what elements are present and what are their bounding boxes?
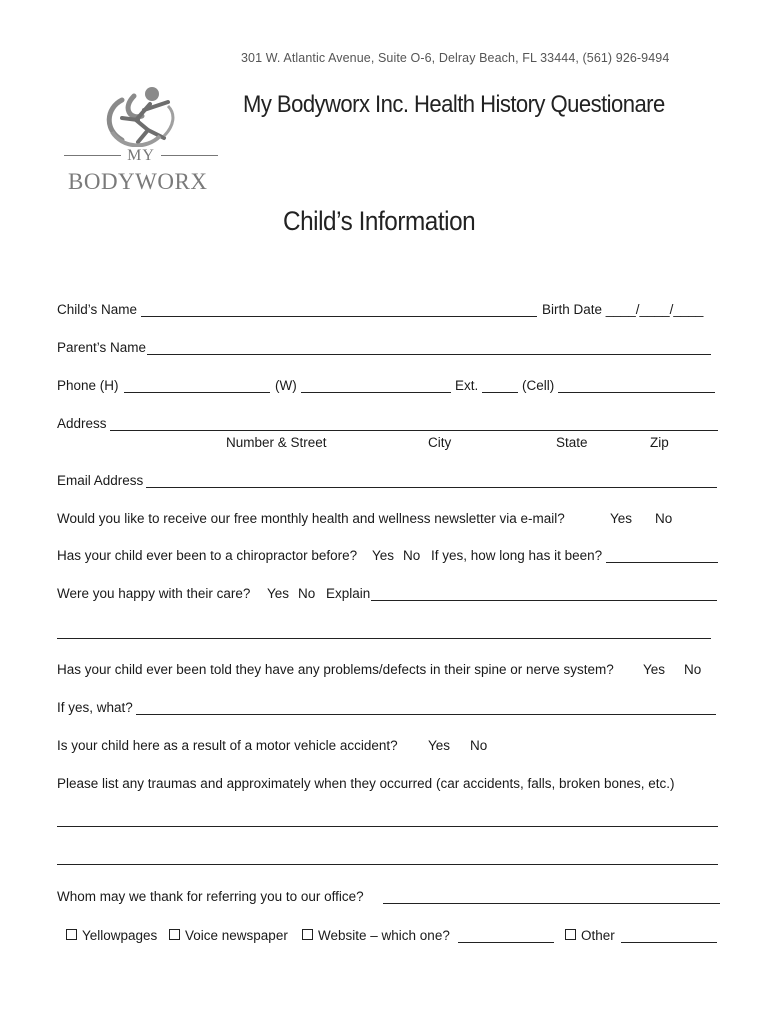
phone-home-field[interactable] bbox=[124, 392, 270, 393]
zip-caption: Zip bbox=[650, 435, 669, 450]
motor-vehicle-no-option[interactable]: No bbox=[470, 738, 488, 753]
phone-cell-field[interactable] bbox=[558, 392, 715, 393]
spine-no-option[interactable]: No bbox=[684, 662, 702, 677]
email-field[interactable] bbox=[146, 487, 717, 488]
voice-newspaper-label: Voice newspaper bbox=[185, 928, 288, 943]
checkbox-icon[interactable] bbox=[66, 929, 77, 940]
ext-field[interactable] bbox=[482, 392, 518, 393]
childs-name-label: Child’s Name bbox=[57, 302, 138, 317]
city-caption: City bbox=[428, 435, 452, 450]
voice-newspaper-option[interactable] bbox=[169, 928, 288, 943]
traumas-question: Please list any traumas and approximately when they occurred (car accidents, falls, broken bones, etc.) bbox=[57, 776, 675, 791]
email-label: Email Address bbox=[57, 473, 144, 488]
referral-field[interactable] bbox=[383, 903, 720, 904]
parents-name-label: Parent’s Name bbox=[57, 340, 147, 355]
form-title: My Bodyworx Inc. Health History Questionare bbox=[243, 91, 665, 118]
address-label: Address bbox=[57, 416, 107, 431]
traumas-field-line-1[interactable] bbox=[57, 826, 718, 827]
section-title: Child’s Information bbox=[283, 206, 476, 236]
if-yes-what-field[interactable] bbox=[136, 714, 716, 715]
newsletter-question: Would you like to receive our free monthly health and wellness newsletter via e-mail? bbox=[57, 511, 565, 526]
motor-vehicle-yes-option[interactable]: Yes bbox=[428, 738, 451, 753]
phone-cell-label: (Cell) bbox=[522, 378, 555, 393]
if-yes-what-label: If yes, what? bbox=[57, 700, 133, 715]
address-field[interactable] bbox=[110, 430, 718, 431]
happy-care-yes-option[interactable]: Yes bbox=[267, 586, 290, 601]
newsletter-no-option[interactable]: No bbox=[655, 511, 673, 526]
other-field[interactable] bbox=[621, 942, 717, 943]
website-label: Website – which one? bbox=[318, 928, 450, 943]
explain-field[interactable] bbox=[371, 600, 717, 601]
referral-question: Whom may we thank for referring you to our office? bbox=[57, 889, 364, 904]
other-option[interactable] bbox=[565, 928, 615, 943]
newsletter-yes-option[interactable]: Yes bbox=[610, 511, 633, 526]
office-address: 301 W. Atlantic Avenue, Suite O-6, Delray Beach, FL 33444, (561) 926-9494 bbox=[241, 51, 670, 65]
phone-work-field[interactable] bbox=[301, 392, 451, 393]
chiro-before-no-option[interactable]: No bbox=[403, 548, 421, 563]
logo-wordmark-top: MY bbox=[121, 147, 161, 164]
chiro-how-long-field[interactable] bbox=[606, 562, 718, 563]
logo-wordmark: BODYWORX bbox=[68, 169, 208, 194]
spine-yes-option[interactable]: Yes bbox=[643, 662, 666, 677]
phone-work-label: (W) bbox=[275, 378, 297, 393]
parents-name-field[interactable] bbox=[147, 354, 711, 355]
yellowpages-option[interactable] bbox=[66, 928, 157, 943]
state-caption: State bbox=[556, 435, 588, 450]
chiro-how-long-label: If yes, how long has it been? bbox=[431, 548, 603, 563]
chiro-before-question: Has your child ever been to a chiropractor before? bbox=[57, 548, 358, 563]
other-label: Other bbox=[581, 928, 615, 943]
ext-label: Ext. bbox=[455, 378, 479, 393]
number-street-caption: Number & Street bbox=[226, 435, 327, 450]
birth-date-field[interactable]: Birth Date ____/____/____ bbox=[542, 302, 704, 317]
chiro-before-yes-option[interactable]: Yes bbox=[372, 548, 395, 563]
explain-field-continued[interactable] bbox=[57, 638, 711, 639]
checkbox-icon[interactable] bbox=[565, 929, 576, 940]
happy-care-question: Were you happy with their care? bbox=[57, 586, 251, 601]
happy-care-no-option[interactable]: No bbox=[298, 586, 316, 601]
explain-label: Explain bbox=[326, 586, 371, 601]
checkbox-icon[interactable] bbox=[302, 929, 313, 940]
company-logo bbox=[64, 78, 218, 198]
spine-problems-question: Has your child ever been told they have any problems/defects in their spine or nerve system? bbox=[57, 662, 614, 677]
motor-vehicle-question: Is your child here as a result of a motor vehicle accident? bbox=[57, 738, 398, 753]
traumas-field-line-2[interactable] bbox=[57, 864, 718, 865]
checkbox-icon[interactable] bbox=[169, 929, 180, 940]
website-field[interactable] bbox=[458, 942, 554, 943]
phone-home-label: Phone (H) bbox=[57, 378, 119, 393]
childs-name-field[interactable] bbox=[141, 316, 537, 317]
yellowpages-label: Yellowpages bbox=[82, 928, 158, 943]
website-option[interactable] bbox=[302, 928, 450, 943]
